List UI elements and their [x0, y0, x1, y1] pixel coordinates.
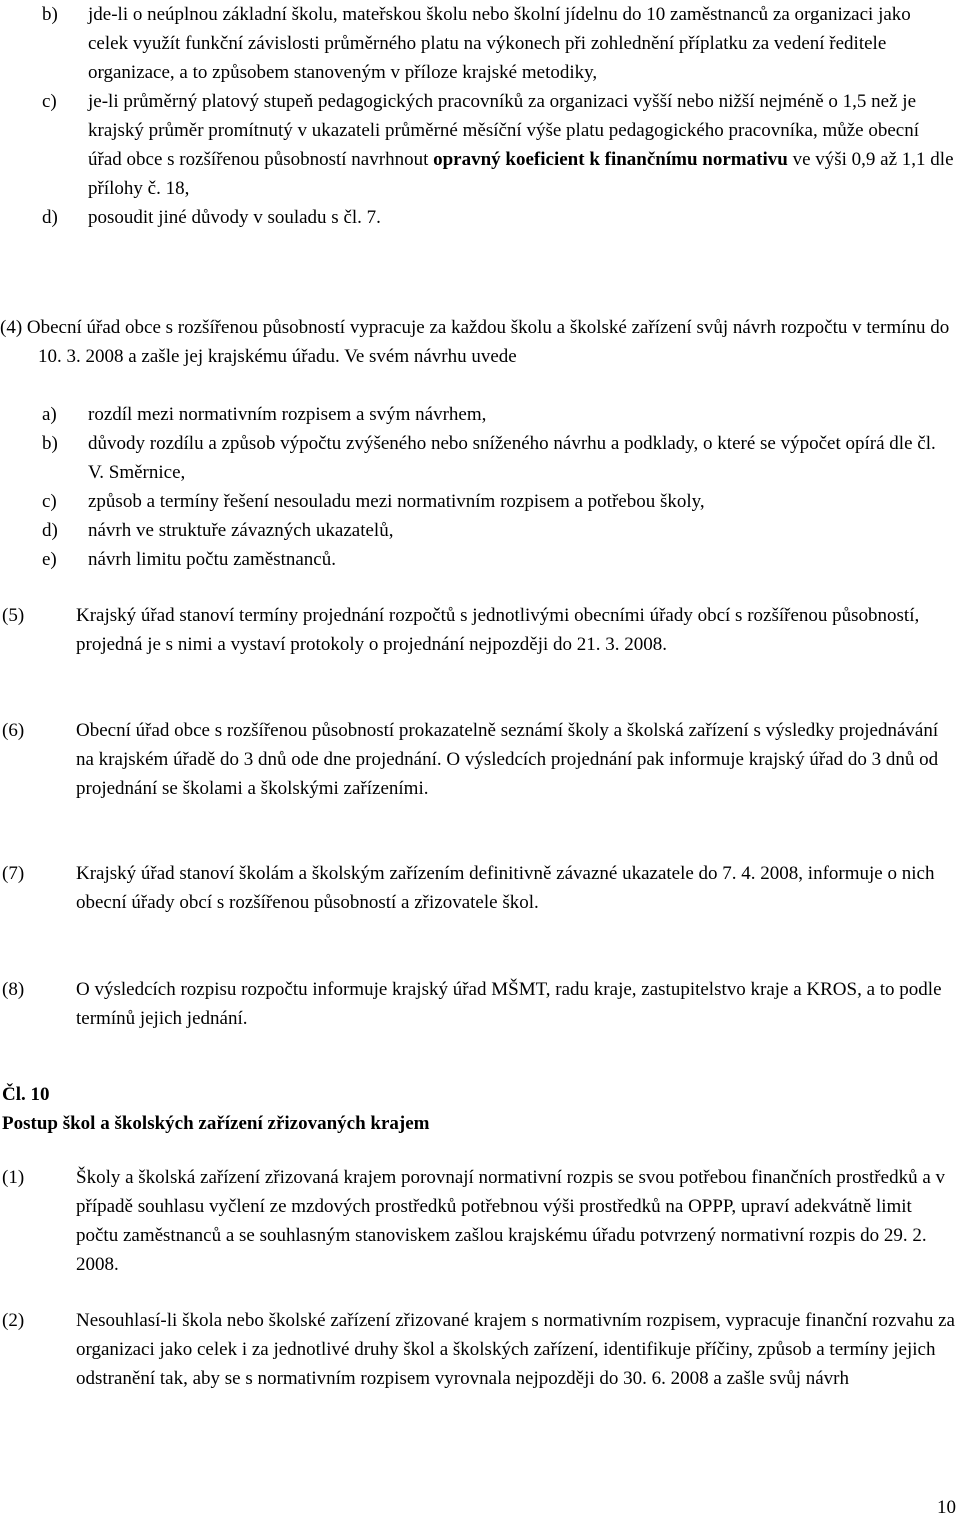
list-text — [88, 87, 954, 203]
list-label: c) — [42, 91, 57, 112]
paragraph-number: (7) — [2, 863, 25, 884]
paragraph-4 — [0, 313, 950, 371]
list-item — [42, 429, 954, 487]
list-label: b) — [42, 4, 58, 25]
list-text: posoudit jiné důvody v souladu s čl. 7. — [88, 207, 381, 228]
paragraph-text: Školy a školská zařízení zřizovaná krajem porovnají normativní rozpis se svou potřebou finančních prostředků a v případě souhlasu vyčlení ze mzdových prostředků potřebnou výši prostředků na OPPP, upraví adekvátně limit počtu zaměstnanců a se souhlasným stanoviskem zašlou krajskému úřadu potvrzený normativní rozpis do 29. 2. 2008. — [76, 1167, 945, 1275]
paragraph-number: (2) — [2, 1310, 25, 1331]
list-text-part: ve výši 0,9 až 1,1 dle přílohy č. 18, — [88, 149, 954, 199]
list-label: a) — [42, 404, 57, 425]
list-text-part: je-li průměrný platový stupeň pedagogických pracovníků za organizaci vyšší nebo nižší nejméně o 1,5 než je krajský průměr promítnutý v ukazateli průměrné měsíční výše platu pedagogického pracovníka, může obecní úřad obce s rozšířenou působností navrhnout — [88, 91, 919, 170]
list-label: c) — [42, 491, 57, 512]
paragraph-8 — [0, 975, 956, 1033]
article-paragraph-2 — [0, 1306, 956, 1393]
paragraph-6 — [0, 716, 956, 803]
list-label: b) — [42, 433, 58, 454]
list-item — [42, 203, 954, 232]
paragraph-text: O výsledcích rozpisu rozpočtu informuje krajský úřad MŠMT, radu kraje, zastupitelstvo kraje a KROS, a to podle termínů jejich jednání. — [76, 979, 942, 1029]
list-label: d) — [42, 207, 58, 228]
paragraph-number: (6) — [2, 720, 25, 741]
bold-term: opravný koeficient k finančnímu normativu — [433, 149, 788, 170]
article-number: Čl. 10 — [2, 1084, 50, 1105]
proposal-contents-list — [42, 400, 954, 574]
list-item — [42, 487, 954, 516]
page-number: 10 — [937, 1497, 956, 1518]
list-item — [42, 545, 954, 574]
list-label: d) — [42, 520, 58, 541]
paragraph-text: Krajský úřad stanoví školám a školským zařízením definitivně závazné ukazatele do 7. 4. 2008, informuje o nich obecní úřady obcí s rozšířenou působností a zřizovatele škol. — [76, 863, 935, 913]
paragraph-text: Obecní úřad obce s rozšířenou působností prokazatelně seznámí školy a školská zařízení s výsledky projednávání na krajském úřadě do 3 dnů ode dne projednání. O výsledcích projednání pak informuje krajský úřad do 3 dnů od projednání se školami a školskými zařízeními. — [76, 720, 939, 799]
article-title: Postup škol a školských zařízení zřizovaných krajem — [2, 1113, 430, 1134]
list-item — [42, 516, 954, 545]
list-text: jde-li o neúplnou základní školu, mateřskou školu nebo školní jídelnu do 10 zaměstnanců za organizaci jako celek využít funkční závislosti průměrného platu na výkonech při zohlednění příplatku za vedení ředitele organizace, a to způsobem stanoveným v příloze krajské metodiky, — [88, 4, 911, 83]
criteria-list — [42, 0, 954, 232]
list-item — [42, 400, 954, 429]
paragraph-number: (5) — [2, 605, 25, 626]
list-text: návrh ve struktuře závazných ukazatelů, — [88, 520, 394, 541]
paragraph-text: Krajský úřad stanoví termíny projednání rozpočtů s jednotlivými obecními úřady obcí s rozšířenou působností, projedná je s nimi a vystaví protokoly o projednání nejpozději do 21. 3. 2008. — [76, 605, 920, 655]
list-label: e) — [42, 549, 57, 570]
paragraph-number: (8) — [2, 979, 25, 1000]
paragraph-text: (4) Obecní úřad obce s rozšířenou působností vypracuje za každou školu a školské zařízení svůj návrh rozpočtu v termínu do 10. 3. 2008 a zašle jej krajskému úřadu. Ve svém návrhu uvede — [0, 317, 950, 367]
paragraph-text: Nesouhlasí-li škola nebo školské zařízení zřizované krajem s normativním rozpisem, vypracuje finanční rozvahu za organizaci jako celek i za jednotlivé druhy škol a školských zařízení, identifikuje příčiny, způsob a termíny jejich odstranění tak, aby se s normativním rozpisem vyrovnala nejpozději do 30. 6. 2008 a zašle svůj návrh — [76, 1310, 955, 1389]
list-item — [42, 0, 954, 87]
list-text: způsob a termíny řešení nesouladu mezi normativním rozpisem a potřebou školy, — [88, 491, 705, 512]
article-paragraph-1 — [0, 1163, 956, 1279]
list-item — [42, 87, 954, 203]
list-text: návrh limitu počtu zaměstnanců. — [88, 549, 336, 570]
list-text: rozdíl mezi normativním rozpisem a svým návrhem, — [88, 404, 487, 425]
list-text: důvody rozdílu a způsob výpočtu zvýšeného nebo sníženého návrhu a podklady, o které se výpočet opírá dle čl. V. Směrnice, — [88, 433, 936, 483]
paragraph-number: (1) — [2, 1167, 25, 1188]
paragraph-5 — [0, 601, 956, 659]
paragraph-7 — [0, 859, 956, 917]
